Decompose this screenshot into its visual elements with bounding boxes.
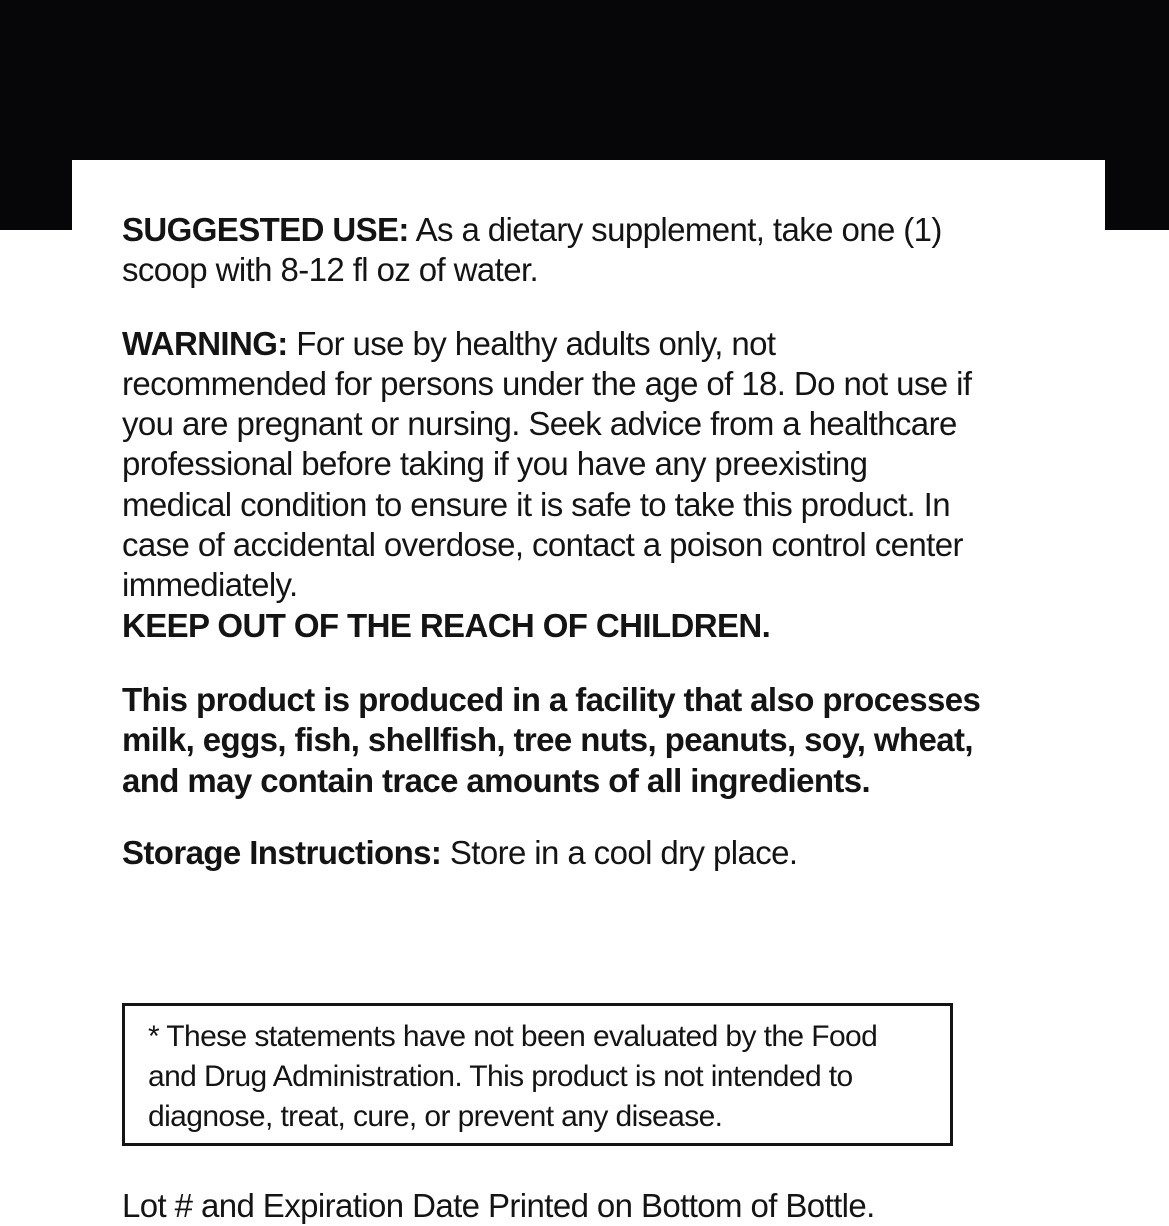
suggested-use-label: SUGGESTED USE: xyxy=(122,211,409,248)
fda-disclaimer-text: * These statements have not been evaluated by the Food and Drug Administration. This product is not intended to diagnose, treat, cure, or prevent any disease. xyxy=(148,1020,878,1133)
warning-text: For use by healthy adults only, not recommended for persons under the age of 18. Do not use if you are pregnant or nursing. Seek advice from a healthcare professional before taking if you have any preexisting medical condition to ensure it is safe to take this product. In case of accidental overdose, contact a poison control center immediately. xyxy=(122,324,972,604)
warning-label: WARNING: xyxy=(122,324,288,362)
warning-paragraph xyxy=(122,324,982,606)
keep-out-notice: KEEP OUT OF THE REACH OF CHILDREN. xyxy=(122,606,771,644)
label-text-block xyxy=(122,210,982,873)
allergen-statement: This product is produced in a facility that also processes milk, eggs, fish, shellfish, tree nuts, peanuts, soy, wheat, and may contain trace amounts of all ingredients. xyxy=(122,680,981,799)
suggested-use-paragraph xyxy=(122,210,982,291)
fda-disclaimer-box xyxy=(122,1003,953,1146)
storage-label: Storage Instructions: xyxy=(122,833,442,871)
lot-expiration-note: Lot # and Expiration Date Printed on Bottom of Bottle. xyxy=(122,1187,875,1224)
storage-text: Store in a cool dry place. xyxy=(449,833,798,871)
storage-paragraph xyxy=(122,833,982,873)
suggested-use-text: As a dietary supplement, take one (1) scoop with 8-12 fl oz of water. xyxy=(122,211,942,289)
